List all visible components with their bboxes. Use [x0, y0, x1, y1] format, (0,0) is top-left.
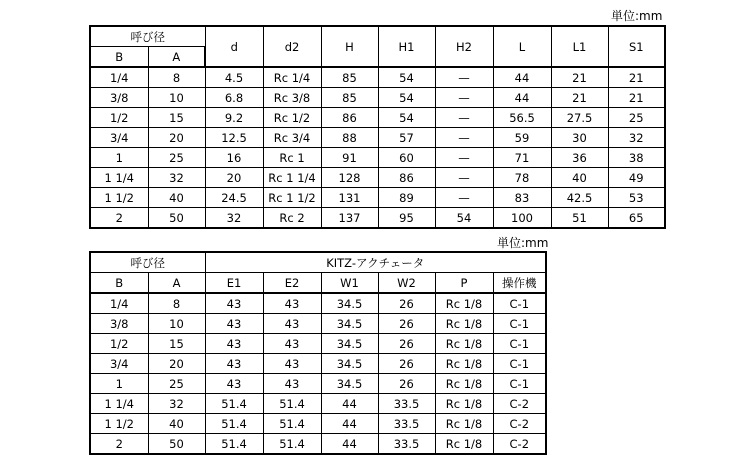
table-cell: 59 — [493, 128, 551, 148]
nominal-size-header: 呼び径 — [90, 252, 205, 273]
table-cell: 51.4 — [263, 434, 321, 455]
header-row — [90, 252, 546, 273]
table-cell: 38 — [608, 148, 665, 168]
table-cell: 86 — [321, 108, 378, 128]
table-cell: 44 — [321, 434, 378, 455]
table-cell: 44 — [321, 414, 378, 434]
table-cell: Rc 1 1/2 — [263, 188, 321, 208]
table-cell: 1 1/4 — [90, 394, 148, 414]
table-row — [90, 293, 546, 314]
table-cell: 43 — [205, 293, 263, 314]
table-cell: Rc 1/8 — [435, 394, 493, 414]
table-cell: 21 — [608, 88, 665, 108]
table-row — [90, 188, 665, 208]
table-cell: 15 — [148, 334, 205, 354]
table-row — [90, 108, 665, 128]
table-row — [90, 434, 546, 455]
table-cell: 9.2 — [205, 108, 263, 128]
table-cell: — — [435, 108, 493, 128]
table-cell: 43 — [205, 334, 263, 354]
table-cell: 33.5 — [378, 414, 435, 434]
table-cell: 86 — [378, 168, 435, 188]
column-header: E1 — [205, 273, 263, 294]
table-cell: Rc 1 — [263, 148, 321, 168]
table-cell: 30 — [551, 128, 608, 148]
table-cell: 15 — [148, 108, 205, 128]
table-cell: 20 — [148, 354, 205, 374]
table-cell: Rc 2 — [263, 208, 321, 229]
table-cell: Rc 1 1/4 — [263, 168, 321, 188]
table-cell: 51 — [551, 208, 608, 229]
table-cell: 21 — [608, 67, 665, 88]
table-cell: 34.5 — [321, 314, 378, 334]
table-cell: 83 — [493, 188, 551, 208]
table-cell: 78 — [493, 168, 551, 188]
column-header: 操作機 — [493, 273, 546, 294]
table-cell: 8 — [148, 293, 205, 314]
table-cell: 65 — [608, 208, 665, 229]
column-header: P — [435, 273, 493, 294]
table-cell: 10 — [148, 314, 205, 334]
table-cell: 34.5 — [321, 334, 378, 354]
table-cell: Rc 1/2 — [263, 108, 321, 128]
column-header: H1 — [378, 26, 435, 67]
table-cell: 85 — [321, 67, 378, 88]
table-cell: Rc 1/8 — [435, 434, 493, 455]
table-cell: 51.4 — [205, 434, 263, 455]
table-cell: 36 — [551, 148, 608, 168]
table-cell: 71 — [493, 148, 551, 168]
table-cell: 27.5 — [551, 108, 608, 128]
nominal-size-header: 呼び径 — [90, 26, 205, 47]
table-cell: 25 — [148, 374, 205, 394]
table-cell: 128 — [321, 168, 378, 188]
actuator-header: KITZ-アクチェータ — [205, 252, 546, 273]
table-cell: 56.5 — [493, 108, 551, 128]
table-cell: 43 — [263, 354, 321, 374]
column-header: L1 — [551, 26, 608, 67]
table-cell: 57 — [378, 128, 435, 148]
table-cell: 44 — [321, 394, 378, 414]
table-cell: 100 — [493, 208, 551, 229]
table-row — [90, 414, 546, 434]
table-cell: 51.4 — [205, 394, 263, 414]
table-cell: 54 — [378, 108, 435, 128]
table-cell: 1 1/4 — [90, 168, 148, 188]
table-cell: C-2 — [493, 394, 546, 414]
table-cell: Rc 3/8 — [263, 88, 321, 108]
table-cell: 26 — [378, 293, 435, 314]
table-row — [90, 67, 665, 88]
table-cell: 3/4 — [90, 128, 148, 148]
table-cell: 49 — [608, 168, 665, 188]
table-body — [90, 67, 665, 228]
table-cell: 1 — [90, 148, 148, 168]
table-cell: 20 — [205, 168, 263, 188]
table-cell: — — [435, 148, 493, 168]
table-cell: 2 — [90, 434, 148, 455]
column-header: L — [493, 26, 551, 67]
column-header: W2 — [378, 273, 435, 294]
table-cell: 85 — [321, 88, 378, 108]
column-header: S1 — [608, 26, 665, 67]
table-cell: 4.5 — [205, 67, 263, 88]
table-cell: Rc 1/4 — [263, 67, 321, 88]
table-cell: 43 — [263, 334, 321, 354]
table-cell: 32 — [205, 208, 263, 229]
table-cell: 40 — [551, 168, 608, 188]
table-cell: 40 — [148, 414, 205, 434]
table-cell: 50 — [148, 208, 205, 229]
table-cell: 32 — [148, 394, 205, 414]
table-cell: C-2 — [493, 414, 546, 434]
table-cell: 88 — [321, 128, 378, 148]
table-cell: C-1 — [493, 334, 546, 354]
table-cell: 54 — [378, 67, 435, 88]
table-cell: 54 — [378, 88, 435, 108]
table-cell: C-1 — [493, 354, 546, 374]
table-cell: 51.4 — [263, 394, 321, 414]
table-cell: 1/2 — [90, 334, 148, 354]
table-cell: 6.8 — [205, 88, 263, 108]
table-cell: — — [435, 128, 493, 148]
table-cell: 43 — [205, 374, 263, 394]
unit-label: 単位:mm — [611, 9, 663, 23]
table-cell: 26 — [378, 374, 435, 394]
column-header: H2 — [435, 26, 493, 67]
table-cell: 34.5 — [321, 293, 378, 314]
table-cell: 1/2 — [90, 108, 148, 128]
table-cell: 42.5 — [551, 188, 608, 208]
column-header: H — [321, 26, 378, 67]
table-cell: 95 — [378, 208, 435, 229]
table-cell: 2 — [90, 208, 148, 229]
table-cell: — — [435, 188, 493, 208]
table-cell: 1 1/2 — [90, 188, 148, 208]
table-cell: Rc 1/8 — [435, 314, 493, 334]
table-cell: — — [435, 67, 493, 88]
table-cell: 26 — [378, 334, 435, 354]
table-cell: 24.5 — [205, 188, 263, 208]
table-row — [90, 334, 546, 354]
column-header: W1 — [321, 273, 378, 294]
table-cell: Rc 1/8 — [435, 374, 493, 394]
table-cell: 43 — [205, 354, 263, 374]
table-cell: 26 — [378, 314, 435, 334]
column-header: d2 — [263, 26, 321, 67]
table-cell: C-2 — [493, 434, 546, 455]
table-row — [90, 148, 665, 168]
table-cell: 43 — [263, 293, 321, 314]
table-cell: Rc 3/4 — [263, 128, 321, 148]
table-cell: 51.4 — [205, 414, 263, 434]
column-header: A — [148, 47, 205, 68]
table-cell: 60 — [378, 148, 435, 168]
table-cell: 20 — [148, 128, 205, 148]
table-cell: Rc 1/8 — [435, 334, 493, 354]
table-row — [90, 354, 546, 374]
table-cell: Rc 1/8 — [435, 414, 493, 434]
table-cell: 34.5 — [321, 354, 378, 374]
table-cell: 1 1/2 — [90, 414, 148, 434]
table-cell: 33.5 — [378, 434, 435, 455]
table-body — [90, 293, 546, 454]
table-cell: 32 — [608, 128, 665, 148]
table-cell: 21 — [551, 88, 608, 108]
table-cell: 44 — [493, 67, 551, 88]
table-cell: 54 — [435, 208, 493, 229]
table-cell: 12.5 — [205, 128, 263, 148]
table-row — [90, 128, 665, 148]
table-cell: 51.4 — [263, 414, 321, 434]
table-cell: 43 — [263, 314, 321, 334]
column-header: A — [148, 273, 205, 294]
column-header: B — [90, 47, 148, 68]
column-header: B — [90, 273, 148, 294]
unit-label: 単位:mm — [497, 236, 549, 250]
column-header: E2 — [263, 273, 321, 294]
table-cell: C-1 — [493, 314, 546, 334]
table-cell: 32 — [148, 168, 205, 188]
table-row — [90, 168, 665, 188]
table-row — [90, 314, 546, 334]
table-row — [90, 88, 665, 108]
table-cell: 91 — [321, 148, 378, 168]
table-cell: 1/4 — [90, 293, 148, 314]
header-row — [90, 26, 665, 47]
table-cell: C-1 — [493, 293, 546, 314]
table-cell: 53 — [608, 188, 665, 208]
table-row — [90, 394, 546, 414]
table-row — [90, 374, 546, 394]
table-cell: 8 — [148, 67, 205, 88]
table-cell: 50 — [148, 434, 205, 455]
table-cell: 44 — [493, 88, 551, 108]
dimensions-table — [89, 25, 666, 229]
table-cell: C-1 — [493, 374, 546, 394]
table-cell: 26 — [378, 354, 435, 374]
table-cell: 89 — [378, 188, 435, 208]
table-cell: 131 — [321, 188, 378, 208]
table-row — [90, 208, 665, 229]
table-cell: 3/4 — [90, 354, 148, 374]
table-cell: 43 — [205, 314, 263, 334]
table-cell: 137 — [321, 208, 378, 229]
table-cell: 3/8 — [90, 314, 148, 334]
table-cell: 40 — [148, 188, 205, 208]
table-cell: — — [435, 168, 493, 188]
table-cell: 33.5 — [378, 394, 435, 414]
table-cell: 1 — [90, 374, 148, 394]
table-cell: 34.5 — [321, 374, 378, 394]
table-cell: 16 — [205, 148, 263, 168]
table-cell: 1/4 — [90, 67, 148, 88]
table-cell: — — [435, 88, 493, 108]
table-cell: 43 — [263, 374, 321, 394]
table-cell: 25 — [608, 108, 665, 128]
table-cell: 21 — [551, 67, 608, 88]
actuator-table — [89, 251, 547, 455]
table-cell: 3/8 — [90, 88, 148, 108]
table-cell: 10 — [148, 88, 205, 108]
header-row — [90, 273, 546, 294]
column-header: d — [205, 26, 263, 67]
table-cell: Rc 1/8 — [435, 354, 493, 374]
table-cell: Rc 1/8 — [435, 293, 493, 314]
table-cell: 25 — [148, 148, 205, 168]
